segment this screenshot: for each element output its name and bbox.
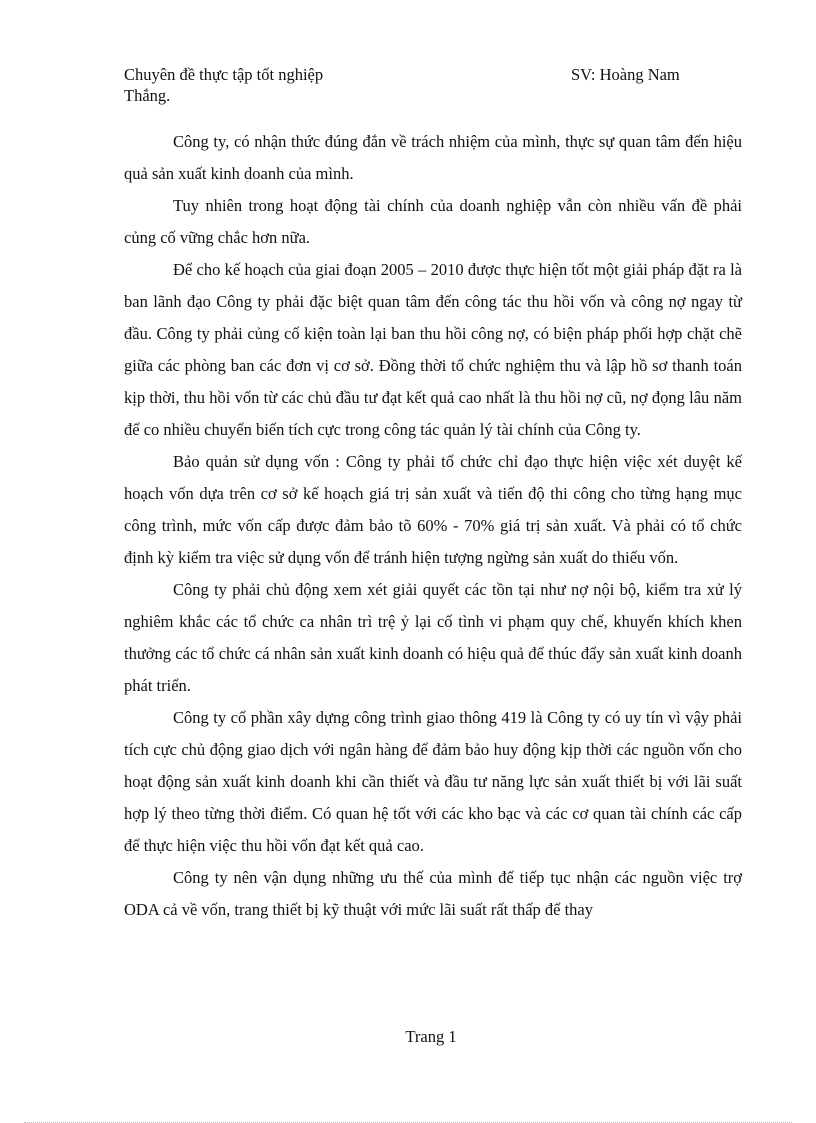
header-author: SV: Hoàng Nam (571, 65, 680, 84)
paragraph: Bảo quản sử dụng vốn : Công ty phải tổ chức chỉ đạo thực hiện việc xét duyệt kế hoạch vốn dựa trên cơ sở kế hoạch giá trị sản xuất và tiến độ thi công cho từng hạng mục công trình, mức vốn cấp được đảm bảo tõ 60% - 70% giá trị sản xuất. Và phải có tổ chức định kỳ kiểm tra việc sử dụng vốn để tránh hiện tượng ngừng sản xuất do thiếu vốn. (124, 452, 742, 567)
document-body (124, 126, 742, 926)
paragraph: Công ty phải chủ động xem xét giải quyết các tồn tại như nợ nội bộ, kiểm tra xử lý nghiêm khắc các tổ chức ca nhân trì trệ ỷ lại cố tình vi phạm quy chế, khuyến khích khen thưởng các tổ chức cá nhân sản xuất kinh doanh có hiệu quả để thúc đẩy sản xuất kinh doanh phát triển. (124, 580, 742, 695)
paragraph: Công ty, có nhận thức đúng đắn về trách nhiệm của mình, thực sự quan tâm đến hiệu quả sản xuất kinh doanh của mình. (124, 132, 742, 183)
paragraph: Công ty cổ phần xây dựng công trình giao thông 419 là Công ty có uy tín vì vậy phải tích cực chủ động giao dịch với ngân hàng để đảm bảo huy động kịp thời các nguồn vốn cho hoạt động sản xuất kinh doanh khi cần thiết và đầu tư năng lực sản xuất thiết bị với lãi suất hợp lý theo từng thời điểm. Có quan hệ tốt với các kho bạc và các cơ quan tài chính các cấp để thực hiện việc thu hồi vốn đạt kết quả cao. (124, 708, 742, 855)
paragraph: Công ty nên vận dụng những ưu thế của mình để tiếp tục nhận các nguồn việc trợ ODA cả về vốn, trang thiết bị kỹ thuật với mức lãi suất rất thấp để thay (124, 868, 742, 919)
page-number: Trang 1 (405, 1027, 457, 1046)
header-title: Chuyên đề thực tập tốt nghiệp Thắng. (124, 65, 324, 105)
paragraph: Để cho kế hoạch của giai đoạn 2005 – 2010 được thực hiện tốt một giải pháp đặt ra là ban lãnh đạo Công ty phải đặc biệt quan tâm đến công tác thu hồi vốn và công nợ ngay từ đầu. Công ty phải củng cố kiện toàn lại ban thu hồi công nợ, có biện pháp phối hợp chặt chẽ giữa các phòng ban các đơn vị cơ sở. Đồng thời tổ chức nghiệm thu và lập hồ sơ thanh toán kịp thời, thu hồi vốn từ các chủ đầu tư đạt kết quả cao nhất là thu hồi nợ cũ, nợ đọng lâu năm để co nhiều chuyển biến tích cực trong công tác quản lý tài chính của Công ty. (124, 260, 742, 439)
paragraph: Tuy nhiên trong hoạt động tài chính của doanh nghiệp vẫn còn nhiều vấn đề phải củng cố vững chắc hơn nữa. (124, 196, 742, 247)
